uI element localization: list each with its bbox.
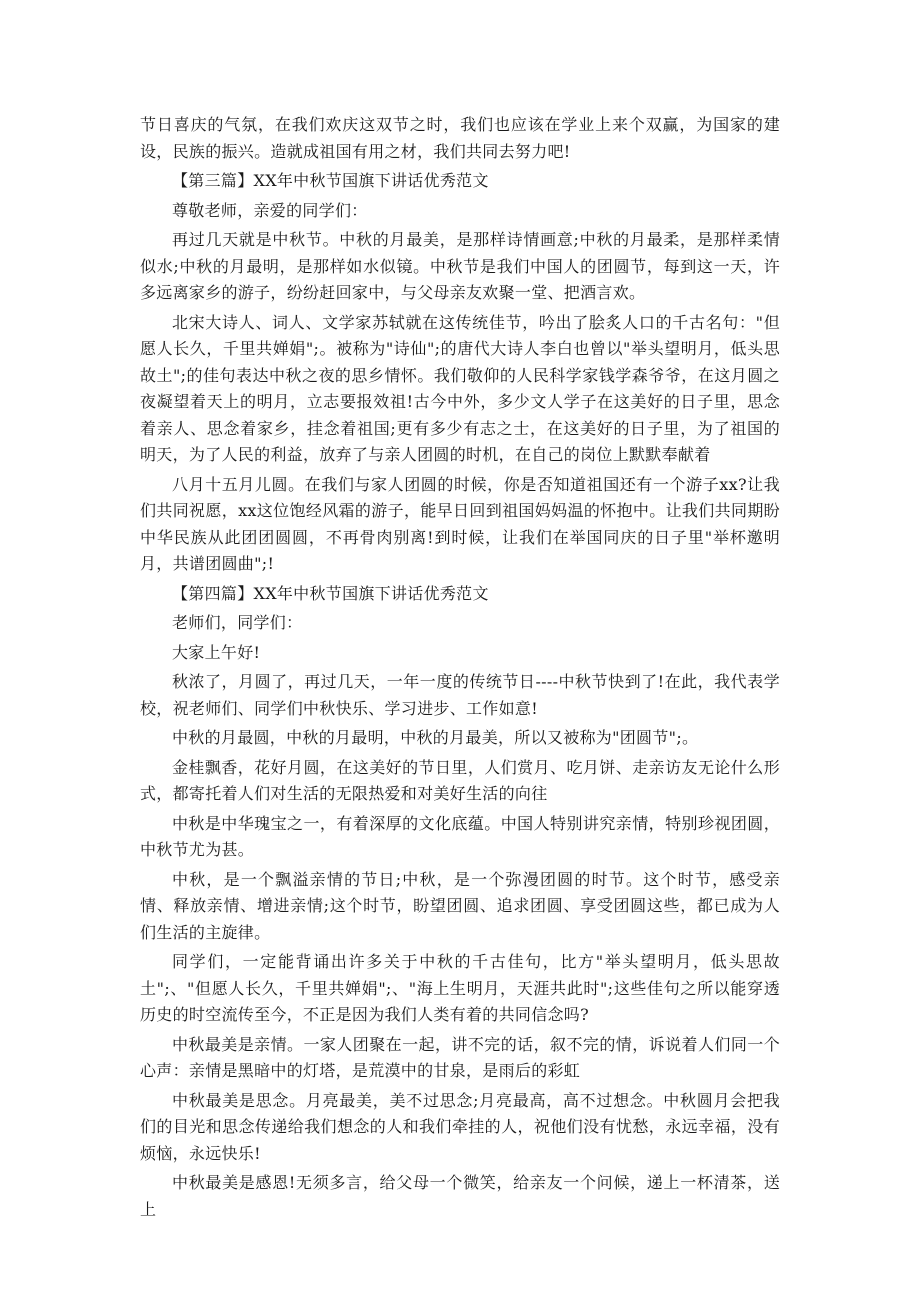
paragraph: 中秋，是一个飘溢亲情的节日;中秋，是一个弥漫团圆的时节。这个时节，感受亲情、释放亲情、增进亲情;这个时节，盼望团圆、追求团圆、享受团圆这些，都已成为人们生活的主旋律。 (140, 869, 780, 942)
paragraph: 【第三篇】XX年中秋节国旗下讲话优秀范文 (172, 171, 489, 190)
document-body (140, 112, 780, 1223)
paragraph: 中秋最美是感恩!无须多言，给父母一个微笑，给亲友一个问候，递上一杯清茶，送上 (140, 1173, 780, 1219)
paragraph: 大家上午好! (172, 642, 261, 662)
paragraph: 中秋的月最圆，中秋的月最明，中秋的月最美，所以又被称为"团圆节";。 (172, 728, 699, 747)
paragraph: 尊敬老师，亲爱的同学们： (172, 200, 368, 220)
paragraph: 中秋是中华瑰宝之一，有着深厚的文化底蕴。中国人特别讲究亲情，特别珍视团圆，中秋节尤为甚。 (140, 813, 780, 859)
paragraph: 节日喜庆的气氛，在我们欢庆这双节之时，我们也应该在学业上来个双赢，为国家的建设，民族的振兴。造就成祖国有用之材，我们共同去努力吧! (140, 115, 780, 161)
paragraph: 老师们，同学们： (172, 613, 303, 632)
paragraph: 再过几天就是中秋节。中秋的月最美，是那样诗情画意;中秋的月最柔，是那样柔情似水;中秋的月最明，是那样如水似镜。中秋节是我们中国人的团圆节，每到这一天，许多远离家乡的游子，纷纷赶回家中，与父母亲友欢聚一堂、把酒言欢。 (140, 230, 780, 302)
paragraph: 北宋大诗人、词人、文学家苏轼就在这传统佳节，吟出了脍炙人口的千古名句："但愿人长久，千里共婵娟";。被称为"诗仙";的唐代大诗人李白也曾以"举头望明月，低头思故土";的佳句表达中秋之夜的思乡情怀。我们敬仰的人民科学家钱学森爷爷，在这月圆之夜凝望着天上的明月，立志要报效祖!古今中外，多少文人学子在这美好的日子里，思念着亲人、思念着家乡，挂念着祖国;更有多少有志之士，在这美好的日子里，为了祖国的明天，为了人民的利益，放弃了与亲人团圆的时机，在自己的岗位上默默奉献着 (140, 312, 780, 464)
paragraph: 秋浓了，月圆了，再过几天，一年一度的传统节日----中秋节快到了!在此，我代表学校，祝老师们、同学们中秋快乐、学习进步、工作如意! (140, 672, 780, 718)
paragraph: 同学们，一定能背诵出许多关于中秋的千古佳句，比方"举头望明月，低头思故土";、"但愿人长久，千里共婵娟";、"海上生明月，天涯共此时";这些佳句之所以能穿透历史的时空流传至今，不正是因为我们人类有着的共同信念吗? (140, 952, 780, 1024)
paragraph: 中秋最美是思念。月亮最美，美不过思念;月亮最高，高不过想念。中秋圆月会把我们的目光和思念传递给我们想念的人和我们牵挂的人，祝他们没有忧愁，永远幸福，没有烦恼，永远快乐! (140, 1090, 780, 1163)
paragraph: 中秋最美是亲情。一家人团聚在一起，讲不完的话，叙不完的情，诉说着人们同一个心声：亲情是黑暗中的灯塔，是荒漠中的甘泉，是雨后的彩虹 (140, 1034, 780, 1080)
paragraph: 八月十五月儿圆。在我们与家人团圆的时候，你是否知道祖国还有一个游子xx?让我们共同祝愿，xx这位饱经风霜的游子，能早日回到祖国妈妈温的怀抱中。让我们共同期盼中华民族从此团团圆圆，不再骨肉别离!到时候，让我们在举国同庆的日子里"举杯邀明月，共谱团圆曲";! (140, 474, 780, 573)
paragraph: 金桂飘香，花好月圆，在这美好的节日里，人们赏月、吃月饼、走亲访友无论什么形式，都寄托着人们对生活的无限热爱和对美好生活的向往 (140, 757, 780, 803)
paragraph: 【第四篇】XX年中秋节国旗下讲话优秀范文 (172, 583, 489, 603)
